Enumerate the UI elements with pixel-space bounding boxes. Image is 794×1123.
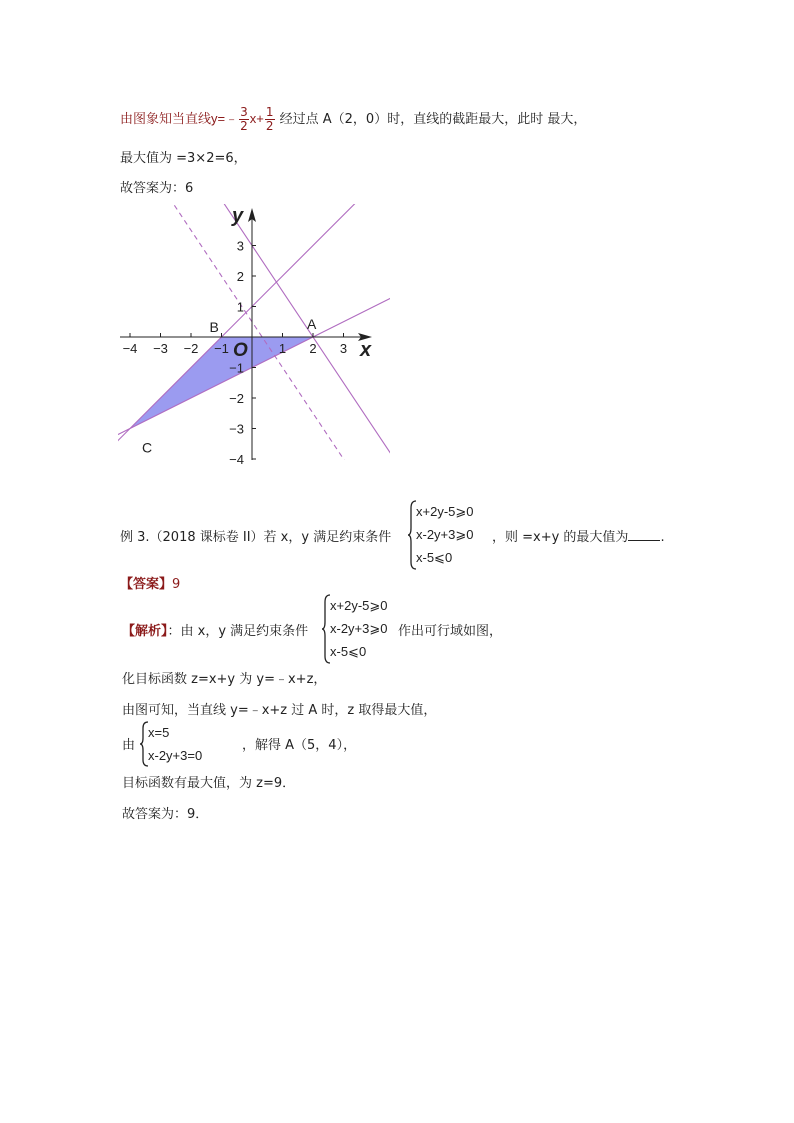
x-tick-label: −3 (153, 341, 168, 356)
example-tail-text: ，则 =x+y 的最大值为 (492, 530, 629, 545)
system-eq-2: x-2y+3=0 (148, 748, 203, 763)
fraction-1-2 (265, 106, 275, 133)
fraction-denominator: 2 (265, 119, 274, 133)
system-eq-1: x=5 (148, 725, 170, 740)
para-1-suffix: 经过点 A（2，0）时，直线的截距最大，此时 最大， (279, 112, 587, 127)
analysis-lead: ：由 x，y 满足约束条件 (167, 624, 309, 639)
x-tick-label: −2 (183, 341, 199, 356)
step-3-lead: 由 (122, 738, 136, 753)
answer-line (120, 573, 180, 592)
x-tick-label: 2 (309, 341, 317, 356)
constraint-2: x-2y+3⩾0 (416, 527, 474, 542)
line-solid-steep (110, 198, 400, 466)
analysis-label: 【解析】 (122, 624, 168, 639)
x-tick-label: −1 (214, 341, 229, 356)
eq-lhs: y= (211, 111, 226, 126)
point-label-c: C (142, 439, 153, 456)
para-line-1 (120, 106, 586, 133)
step-1: 化目标函数 z=x+y 为 y=﹣x+z， (122, 672, 327, 687)
step-3-tail: ，解得 A（5，4）， (242, 738, 357, 753)
step-5: 故答案为：9． (122, 807, 209, 822)
fraction-3-2 (239, 106, 249, 133)
line-dashed-objective (110, 198, 400, 466)
example-3-label: 例 3.（2018 课标卷 II）若 x，y 满足约束条件 (120, 530, 392, 545)
example-end: . (660, 530, 665, 545)
x-axis-label: x (360, 339, 372, 361)
y-tick-label: 3 (236, 238, 244, 254)
line-solid-diag (110, 198, 400, 459)
para-1-prefix: 由图象知当直线 (120, 112, 212, 127)
constraint-3: x-5⩽0 (330, 644, 367, 659)
para-line-2: 最大值为 =3×2=6， (120, 151, 247, 166)
step-4: 目标函数有最大值，为 z=9． (122, 776, 296, 791)
y-tick-label: 2 (236, 269, 244, 284)
constraint-2: x-2y+3⩾0 (330, 621, 388, 636)
y-tick-label: −1 (229, 360, 244, 376)
y-axis-label: y (232, 205, 244, 227)
answer-value: 9 (172, 577, 181, 592)
y-tick-label: −4 (229, 452, 244, 466)
feasible-region-graph (110, 198, 400, 466)
origin-label: O (233, 340, 248, 361)
point-label-a: A (307, 316, 317, 332)
x-tick-label: 1 (278, 341, 287, 356)
answer-label: 【答案】 (120, 577, 173, 592)
x-tick-label: −4 (122, 341, 138, 356)
y-tick-label: −2 (229, 391, 244, 406)
y-tick-label: −3 (229, 421, 244, 437)
x-plus: x+ (249, 111, 264, 126)
answer-blank (628, 528, 660, 541)
constraint-1: x+2y-5⩾0 (416, 504, 474, 519)
step-2: 由图可知，当直线 y=﹣x+z 过 A 时，z 取得最大值， (122, 703, 437, 718)
fraction-numerator: 1 (265, 105, 274, 119)
example-3-tail (492, 526, 665, 545)
para-line-3: 故答案为：6 (120, 181, 194, 196)
point-label-b: B (209, 319, 219, 335)
x-tick-label: 3 (339, 341, 348, 356)
step-3-system (140, 721, 240, 769)
analysis-line (122, 620, 308, 639)
constraint-1: x+2y-5⩾0 (330, 598, 388, 613)
y-tick-label: 1 (236, 299, 244, 315)
fraction-numerator: 3 (240, 105, 248, 119)
fraction-denominator: 2 (240, 119, 248, 133)
minus-sign: ﹣ (225, 112, 239, 127)
example-constraints (408, 500, 498, 572)
analysis-after: 作出可行域如图， (398, 624, 503, 639)
constraint-3: x-5⩽0 (416, 550, 453, 565)
